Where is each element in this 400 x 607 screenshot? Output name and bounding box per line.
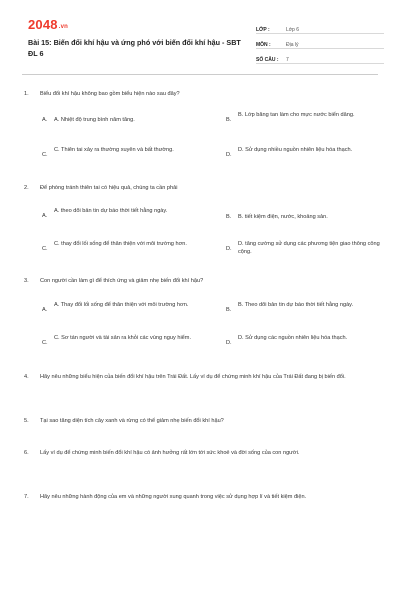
meta-value: Lớp 6 — [286, 27, 300, 33]
option-letter: C. — [42, 340, 48, 346]
worksheet-page — [14, 7, 386, 593]
meta-key: LỚP : — [256, 27, 270, 33]
option-text: D. tăng cường sử dụng các phương tiện giao thông công cộng. — [238, 241, 380, 255]
meta-value: Địa lý — [286, 42, 299, 48]
option-text: C. Thiên tai xảy ra thường xuyên và bất thường. — [54, 147, 174, 153]
meta-row-subject — [256, 34, 384, 49]
question-number: 2. — [24, 185, 29, 191]
header-divider — [22, 74, 378, 75]
worksheet-header — [20, 7, 380, 71]
question-4 — [24, 373, 376, 393]
option-letter: C. — [42, 152, 48, 158]
option-text: A. theo dõi bản tin dự báo thời tiết hằng ngày. — [54, 208, 168, 214]
meta-key: SỐ CÂU : — [256, 57, 279, 63]
option-text: B. tiết kiệm điện, nước, khoảng sản. — [238, 214, 328, 220]
question-7 — [24, 493, 376, 513]
question-number: 4. — [24, 374, 29, 380]
option-letter: A. — [42, 117, 48, 123]
option-letter: B. — [226, 214, 232, 220]
option-text: A. Nhiệt độ trung bình năm tăng. — [54, 117, 135, 123]
question-text: Con người cần làm gì để thích ứng và giảm nhẹ biến đổi khí hậu? — [40, 278, 204, 284]
question-number: 5. — [24, 418, 29, 424]
option-text: C. Sơ tán người và tài sản ra khỏi các vùng nguy hiểm. — [54, 335, 192, 341]
question-6 — [24, 449, 376, 469]
question-text: Hãy nêu những biểu hiện của biến đổi khí hậu trên Trái Đất. Lấy ví dụ để chứng minh khí hậu của Trái Đất đang bị biến đổi. — [40, 374, 346, 380]
site-logo[interactable] — [28, 17, 68, 32]
question-text: Để phòng tránh thiên tai có hiệu quả, chúng ta cần phải — [40, 185, 178, 191]
question-number: 6. — [24, 450, 29, 456]
logo-suffix: .vn — [58, 24, 69, 30]
option-letter: B. — [226, 307, 232, 313]
option-letter: D. — [226, 246, 232, 252]
question-text: Tại sao tăng diện tích cây xanh và rừng có thể giảm nhẹ biến đổi khí hậu? — [40, 418, 224, 424]
option-text: B. Theo dõi bản tin dự báo thời tiết hằng ngày. — [238, 302, 354, 308]
option-letter: D. — [226, 340, 232, 346]
question-text: Lấy ví dụ để chứng minh biến đổi khí hậu có ảnh hưởng rất lớn tới sức khoẻ và đời sống của con người. — [40, 450, 300, 456]
option-text: D. Sử dụng nhiều nguồn nhiên liệu hóa thạch. — [238, 147, 353, 153]
option-text: C. thay đổi lối sống để thân thiện với môi trường hơn. — [54, 241, 187, 247]
meta-key: MÔN : — [256, 42, 271, 48]
question-number: 3. — [24, 278, 29, 284]
question-text: Hãy nêu những hành động của em và những người xung quanh trong việc sử dụng hợp lí và tiết kiệm điện. — [40, 494, 307, 500]
worksheet-meta — [256, 19, 384, 64]
option-letter: A. — [42, 307, 48, 313]
option-letter: C. — [42, 246, 48, 252]
meta-row-question-count — [256, 49, 384, 64]
option-letter: A. — [42, 213, 48, 219]
question-text: Biểu đổi khí hậu không bao gồm biểu hiện nào sau đây? — [40, 91, 180, 97]
meta-row-class — [256, 19, 384, 34]
option-text: D. Sử dụng các nguồn nhiên liệu hóa thạch. — [238, 335, 348, 341]
question-number: 1. — [24, 91, 29, 97]
logo-text: 2048 — [28, 17, 58, 32]
option-text: A. Thay đổi lối sống để thân thiện với môi trường hơn. — [54, 302, 189, 308]
option-letter: D. — [226, 152, 232, 158]
option-text: B. Lớp băng tan làm cho mực nước biển dâng. — [238, 112, 355, 118]
question-number: 7. — [24, 494, 29, 500]
worksheet-title: Bài 15: Biến đổi khí hậu và ứng phó với biến đổi khí hậu - SBT ĐL 6 — [28, 38, 241, 58]
option-letter: B. — [226, 117, 232, 123]
meta-value: 7 — [286, 57, 289, 63]
